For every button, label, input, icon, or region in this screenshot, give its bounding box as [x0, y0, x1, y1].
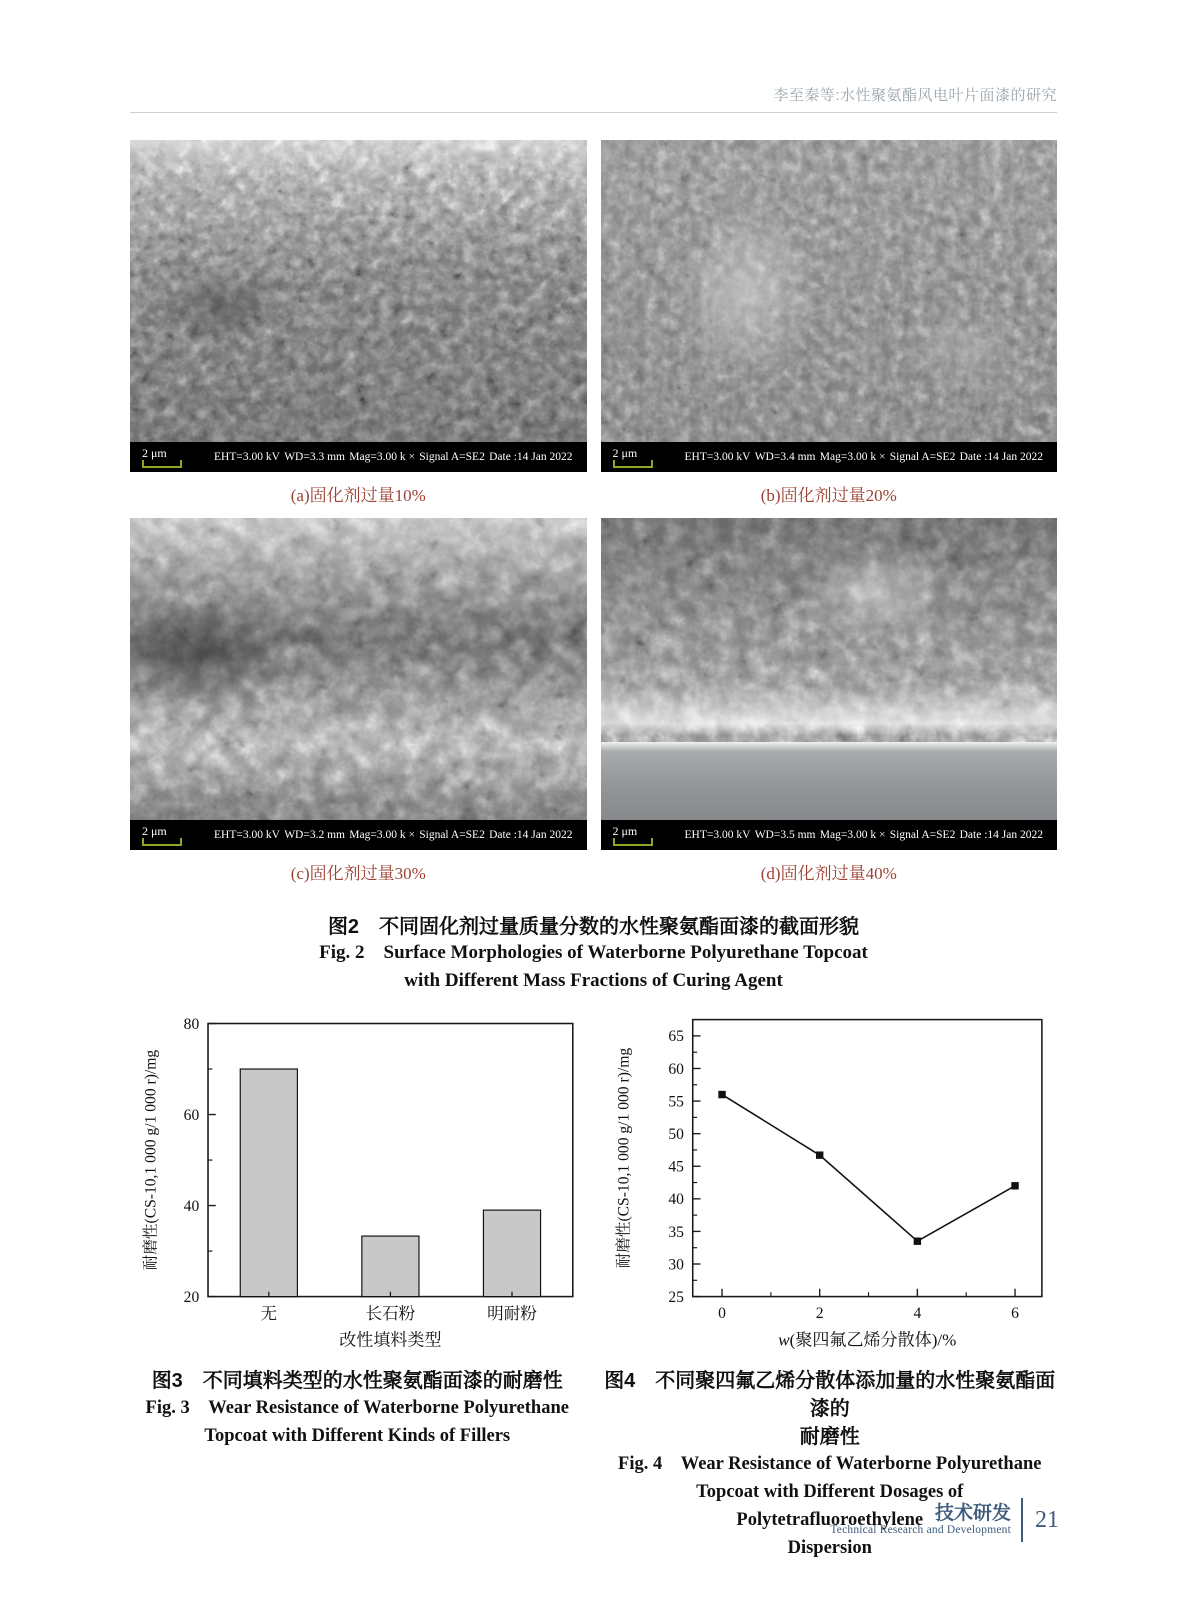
svg-text:0: 0	[717, 1305, 726, 1323]
sem-panel-a	[130, 140, 587, 518]
panel-caption-a: (a)固化剂过量10%	[290, 486, 426, 505]
scalebar-label: 2 μm	[612, 445, 638, 460]
sem-substrate-band	[601, 742, 1058, 820]
figure4-caption-en-line3: Dispersion	[787, 1537, 872, 1558]
svg-text:w(聚四氟乙烯分散体)/%: w(聚四氟乙烯分散体)/%	[777, 1330, 956, 1350]
svg-text:2: 2	[815, 1305, 824, 1323]
sem-texture	[130, 518, 587, 820]
figure3-caption-zh: 图3 不同填料类型的水性聚氨酯面漆的耐磨性	[151, 1370, 563, 1393]
footer-divider	[1021, 1498, 1023, 1542]
svg-text:60: 60	[667, 1060, 684, 1078]
figure4-line-chart	[603, 1004, 1058, 1353]
sem-texture	[130, 140, 587, 442]
scalebar-bracket-icon	[613, 838, 653, 846]
panel-caption-d: (d)固化剂过量40%	[760, 864, 897, 883]
figure3-bar-chart	[130, 1004, 585, 1353]
meta-date: Date :14 Jan 2022	[959, 829, 1043, 841]
figure4-caption-en-line2: Topcoat with Different Dosages of Polytetrafluoroethylene	[696, 1482, 964, 1530]
svg-text:25: 25	[667, 1289, 684, 1307]
meta-wd: WD=3.3 mm	[284, 451, 345, 463]
sem-meta-bar	[130, 442, 587, 472]
scalebar-label: 2 μm	[142, 823, 167, 838]
figure2-caption-en-line1: Fig. 2 Surface Morphologies of Waterborne Polyurethane Topcoat	[319, 942, 868, 963]
svg-text:长石粉: 长石粉	[365, 1304, 416, 1324]
meta-eht: EHT=3.00 kV	[214, 829, 280, 841]
panel-caption-c: (c)固化剂过量30%	[290, 864, 426, 883]
meta-eht: EHT=3.00 kV	[214, 451, 280, 463]
footer-section-en: Technical Research and Development	[830, 1524, 1011, 1537]
svg-text:40: 40	[667, 1191, 684, 1209]
scalebar-bracket-icon	[613, 460, 653, 468]
running-title: 李至秦等:水性聚氨酯风电叶片面漆的研究	[773, 87, 1057, 104]
sem-meta-fields	[214, 451, 587, 463]
figure4-caption-en-line1: Fig. 4 Wear Resistance of Waterborne Polyurethane	[618, 1454, 1042, 1475]
meta-mag: Mag=3.00 k ×	[349, 451, 415, 463]
svg-text:6: 6	[1010, 1305, 1019, 1323]
scalebar-label: 2 μm	[142, 445, 167, 460]
figure2-caption-zh: 图2 不同固化剂过量质量分数的水性聚氨酯面漆的截面形貌	[327, 916, 860, 938]
meta-signal: Signal A=SE2	[889, 829, 956, 841]
meta-date: Date :14 Jan 2022	[959, 451, 1043, 463]
meta-date: Date :14 Jan 2022	[489, 829, 573, 841]
meta-eht: EHT=3.00 kV	[684, 829, 751, 841]
svg-text:45: 45	[667, 1158, 684, 1176]
sem-meta-bar	[130, 820, 587, 850]
charts-row	[130, 1004, 1057, 1562]
figure2-caption-en-line2: with Different Mass Fractions of Curing Agent	[404, 969, 783, 991]
sem-panel-d	[601, 518, 1058, 896]
scalebar	[601, 825, 685, 846]
svg-text:80: 80	[183, 1015, 200, 1033]
sem-panel-c	[130, 518, 587, 896]
meta-wd: WD=3.4 mm	[754, 451, 816, 463]
svg-text:55: 55	[667, 1093, 684, 1111]
footer-section-zh: 技术研发	[934, 1502, 1011, 1524]
svg-text:40: 40	[183, 1198, 200, 1216]
scalebar-label: 2 μm	[612, 823, 638, 838]
svg-text:耐磨性(CS-10,1 000 g/1 000 r)/mg: 耐磨性(CS-10,1 000 g/1 000 r)/mg	[614, 1047, 632, 1269]
page-footer	[830, 1498, 1059, 1542]
running-header	[130, 84, 1057, 113]
meta-signal: Signal A=SE2	[419, 451, 485, 463]
svg-text:20: 20	[183, 1289, 200, 1307]
sem-image-c	[130, 518, 587, 850]
sem-image-d	[601, 518, 1058, 850]
figure3-caption-en-line2: Topcoat with Different Kinds of Fillers	[204, 1426, 511, 1446]
panel-caption-b: (b)固化剂过量20%	[760, 486, 897, 505]
svg-text:耐磨性(CS-10,1 000 g/1 000 r)/mg: 耐磨性(CS-10,1 000 g/1 000 r)/mg	[142, 1049, 160, 1271]
scalebar	[130, 447, 214, 468]
figure4-caption-zh-line1: 图4 不同聚四氟乙烯分散体添加量的水性聚氨酯面漆的	[604, 1370, 1056, 1421]
scalebar-bracket-icon	[142, 838, 182, 846]
meta-signal: Signal A=SE2	[889, 451, 956, 463]
meta-eht: EHT=3.00 kV	[684, 451, 751, 463]
sem-meta-fields	[214, 829, 587, 841]
meta-mag: Mag=3.00 k ×	[819, 451, 886, 463]
meta-mag: Mag=3.00 k ×	[349, 829, 415, 841]
meta-date: Date :14 Jan 2022	[489, 451, 573, 463]
meta-mag: Mag=3.00 k ×	[819, 829, 886, 841]
figure2-panel-grid	[130, 140, 1057, 896]
sem-meta-bar	[601, 442, 1058, 472]
svg-text:改性填料类型: 改性填料类型	[339, 1330, 442, 1350]
scalebar-bracket-icon	[142, 460, 182, 468]
figure4-caption-zh-line2: 耐磨性	[799, 1426, 860, 1449]
sem-panel-b	[601, 140, 1058, 518]
svg-text:明耐粉: 明耐粉	[487, 1304, 537, 1324]
figure3-caption-en-line1: Fig. 3 Wear Resistance of Waterborne Polyurethane	[145, 1398, 569, 1419]
svg-text:4: 4	[912, 1305, 921, 1323]
sem-meta-fields	[685, 451, 1058, 463]
svg-text:无: 无	[260, 1304, 278, 1324]
sem-image-a	[130, 140, 587, 472]
sem-texture	[601, 140, 1058, 442]
svg-text:60: 60	[183, 1106, 200, 1124]
sem-image-b	[601, 140, 1058, 472]
svg-text:30: 30	[667, 1256, 684, 1274]
sem-meta-fields	[685, 829, 1058, 841]
scalebar	[601, 447, 685, 468]
svg-text:50: 50	[667, 1126, 684, 1144]
footer-section	[830, 1504, 1011, 1537]
svg-text:35: 35	[667, 1223, 684, 1241]
sem-meta-bar	[601, 820, 1058, 850]
meta-wd: WD=3.5 mm	[754, 829, 816, 841]
figure4-column	[603, 1004, 1058, 1562]
meta-signal: Signal A=SE2	[419, 829, 485, 841]
meta-wd: WD=3.2 mm	[284, 829, 345, 841]
svg-text:65: 65	[667, 1028, 684, 1046]
scalebar	[130, 825, 214, 846]
page-number: 21	[1035, 1506, 1059, 1533]
figure3-column	[130, 1004, 585, 1562]
